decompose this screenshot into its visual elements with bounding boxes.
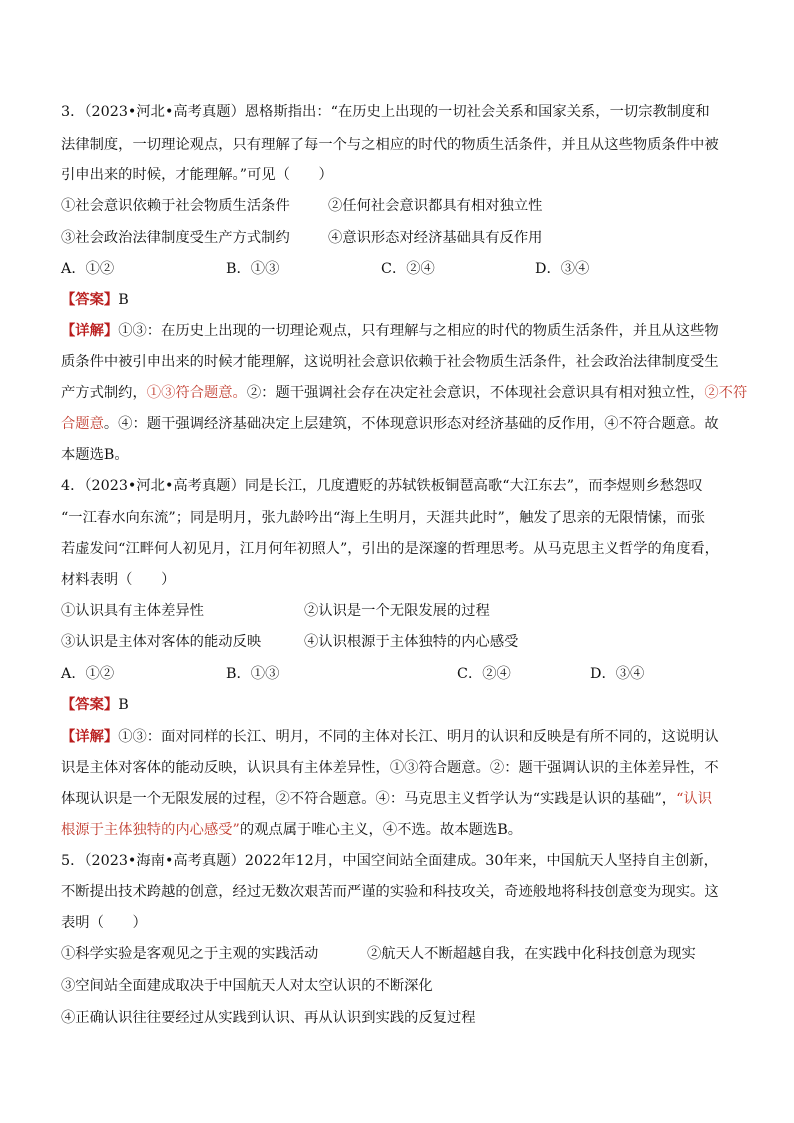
q3-stem-line-1: 3．（2023•河北•高考真题）恩格斯指出：“在历史上出现的一切社会关系和国家关系，一切宗教制度和 xyxy=(61,104,710,120)
q4-detail-line-3 xyxy=(61,789,712,809)
q3-answer-label: 【答案】 xyxy=(61,292,119,308)
q3-stem-line-3: 引申出来的时候，才能理解。”可见（ ） xyxy=(61,167,333,183)
q3-detail-label: 【详解】 xyxy=(61,323,119,339)
q3-detail-highlight: 合题意 xyxy=(61,416,104,432)
q3-detail-seg: 。④：题干强调经济基础决定上层建筑，不体现意识形态对经济基础的反作用，④不符合题意。故 xyxy=(103,416,719,432)
q3-detail-line-1 xyxy=(61,321,719,341)
q4-stem-line-2: “一江春水向东流”；同是明月，张九龄吟出“海上生明月，天涯共此时”，触发了思亲的无限情愫，而张 xyxy=(61,510,705,526)
q3-detail-highlight: ②不符 xyxy=(704,385,748,401)
q5-stem-line-1: 5．（2023•海南•高考真题）2022年12月，中国空间站全面建成。30年来，中国航天人坚持自主创新， xyxy=(61,853,718,869)
q3-statement-4: ④意识形态对经济基础具有反作用 xyxy=(328,230,543,246)
q4-detail-seg: 体现认识是一个无限发展的过程，②不符合题意。④：马克思主义哲学认为“实践是认识的基础”， xyxy=(61,791,677,807)
q4-statement-3: ③认识是主体对客体的能动反映 xyxy=(61,634,262,650)
q5-statement-4: ④正确认识往往要经过从实践到认识、再从认识到实践的反复过程 xyxy=(61,1010,476,1026)
q3-statement-3: ③社会政治法律制度受生产方式制约 xyxy=(61,230,290,246)
q3-detail-highlight: ①③符合题意。 xyxy=(146,385,247,401)
q3-option-d: D．③④ xyxy=(535,261,590,277)
q4-stem-line-3: 若虚发问“江畔何人初见月，江月何年初照人”，引出的是深邃的哲理思考。从马克思主义哲学的角度看， xyxy=(61,541,719,557)
q3-detail-seg: 产方式制约， xyxy=(61,385,147,401)
q3-statement-2: ②任何社会意识都具有相对独立性 xyxy=(328,198,543,214)
q4-statement-4: ④认识根源于主体独特的内心感受 xyxy=(304,634,519,650)
q5-statement-2: ②航天人不断超越自我，在实践中化科技创意为现实 xyxy=(367,946,696,962)
q4-option-c: C．②④ xyxy=(457,666,511,682)
q4-detail-text: ①③：面对同样的长江、明月，不同的主体对长江、明月的认识和反映是有所不同的，这说明认 xyxy=(118,729,719,745)
q4-stem-line-1: 4．（2023•河北•高考真题）同是长江，几度遭贬的苏轼铁板铜琶高歌“大江东去”，而李煜则乡愁怨叹 xyxy=(61,478,703,494)
q3-stem-line-2: 法律制度，一切理论观点，只有理解了每一个与之相应的时代的物质生活条件，并且从这些物质条件中被 xyxy=(61,137,719,153)
q3-detail-line-4 xyxy=(61,414,719,434)
q3-answer-value: B xyxy=(118,292,129,308)
q4-detail-line-2: 识是主体对客体的能动反映，认识具有主体差异性，①③符合题意。②：题干强调认识的主体差异性，不 xyxy=(61,760,719,776)
q4-option-b: B．①③ xyxy=(226,666,280,682)
q4-statement-2: ②认识是一个无限发展的过程 xyxy=(304,603,490,619)
q4-detail-highlight: “认识 xyxy=(676,791,712,807)
q3-option-c: C．②④ xyxy=(381,261,435,277)
q4-detail-line-1 xyxy=(61,727,719,747)
q4-option-a: A．①② xyxy=(61,666,115,682)
q3-detail-line-2: 质条件中被引申出来的时候才能理解，这说明社会意识依赖于社会物质生活条件，社会政治法律制度受生 xyxy=(61,354,719,370)
q3-detail-text: ①③：在历史上出现的一切理论观点，只有理解与之相应的时代的物质生活条件，并且从这些物 xyxy=(118,323,719,339)
q3-detail-line-3 xyxy=(61,383,747,403)
q3-answer xyxy=(61,290,129,310)
q4-answer-label: 【答案】 xyxy=(61,697,119,713)
q4-detail-highlight: 根源于主体独特的内心感受” xyxy=(61,822,240,838)
q3-option-a: A．①② xyxy=(61,261,115,277)
q4-answer xyxy=(61,695,129,715)
q4-detail-seg: 的观点属于唯心主义，④不选。故本题选B。 xyxy=(239,822,523,838)
q4-option-d: D．③④ xyxy=(590,666,645,682)
q5-stem-line-2: 不断提出技术跨越的创意，经过无数次艰苦而严谨的实验和科技攻关，奇迹般地将科技创意变为现实。这 xyxy=(61,884,719,900)
q5-stem-line-3: 表明（ ） xyxy=(61,915,147,931)
q5-statement-1: ①科学实验是客观见之于主观的实践活动 xyxy=(61,946,319,962)
q5-statement-3: ③空间站全面建成取决于中国航天人对太空认识的不断深化 xyxy=(61,978,433,994)
q4-stem-line-4: 材料表明（ ） xyxy=(61,572,176,588)
q3-option-b: B．①③ xyxy=(226,261,280,277)
q3-detail-line-5: 本题选B。 xyxy=(61,447,129,463)
q3-detail-seg: ②：题干强调社会存在决定社会意识，不体现社会意识具有相对独立性， xyxy=(246,385,705,401)
q4-detail-line-4 xyxy=(61,820,522,840)
q4-statement-1: ①认识具有主体差异性 xyxy=(61,603,204,619)
q4-answer-value: B xyxy=(118,697,129,713)
q4-detail-label: 【详解】 xyxy=(61,729,119,745)
q3-statement-1: ①社会意识依赖于社会物质生活条件 xyxy=(61,198,290,214)
